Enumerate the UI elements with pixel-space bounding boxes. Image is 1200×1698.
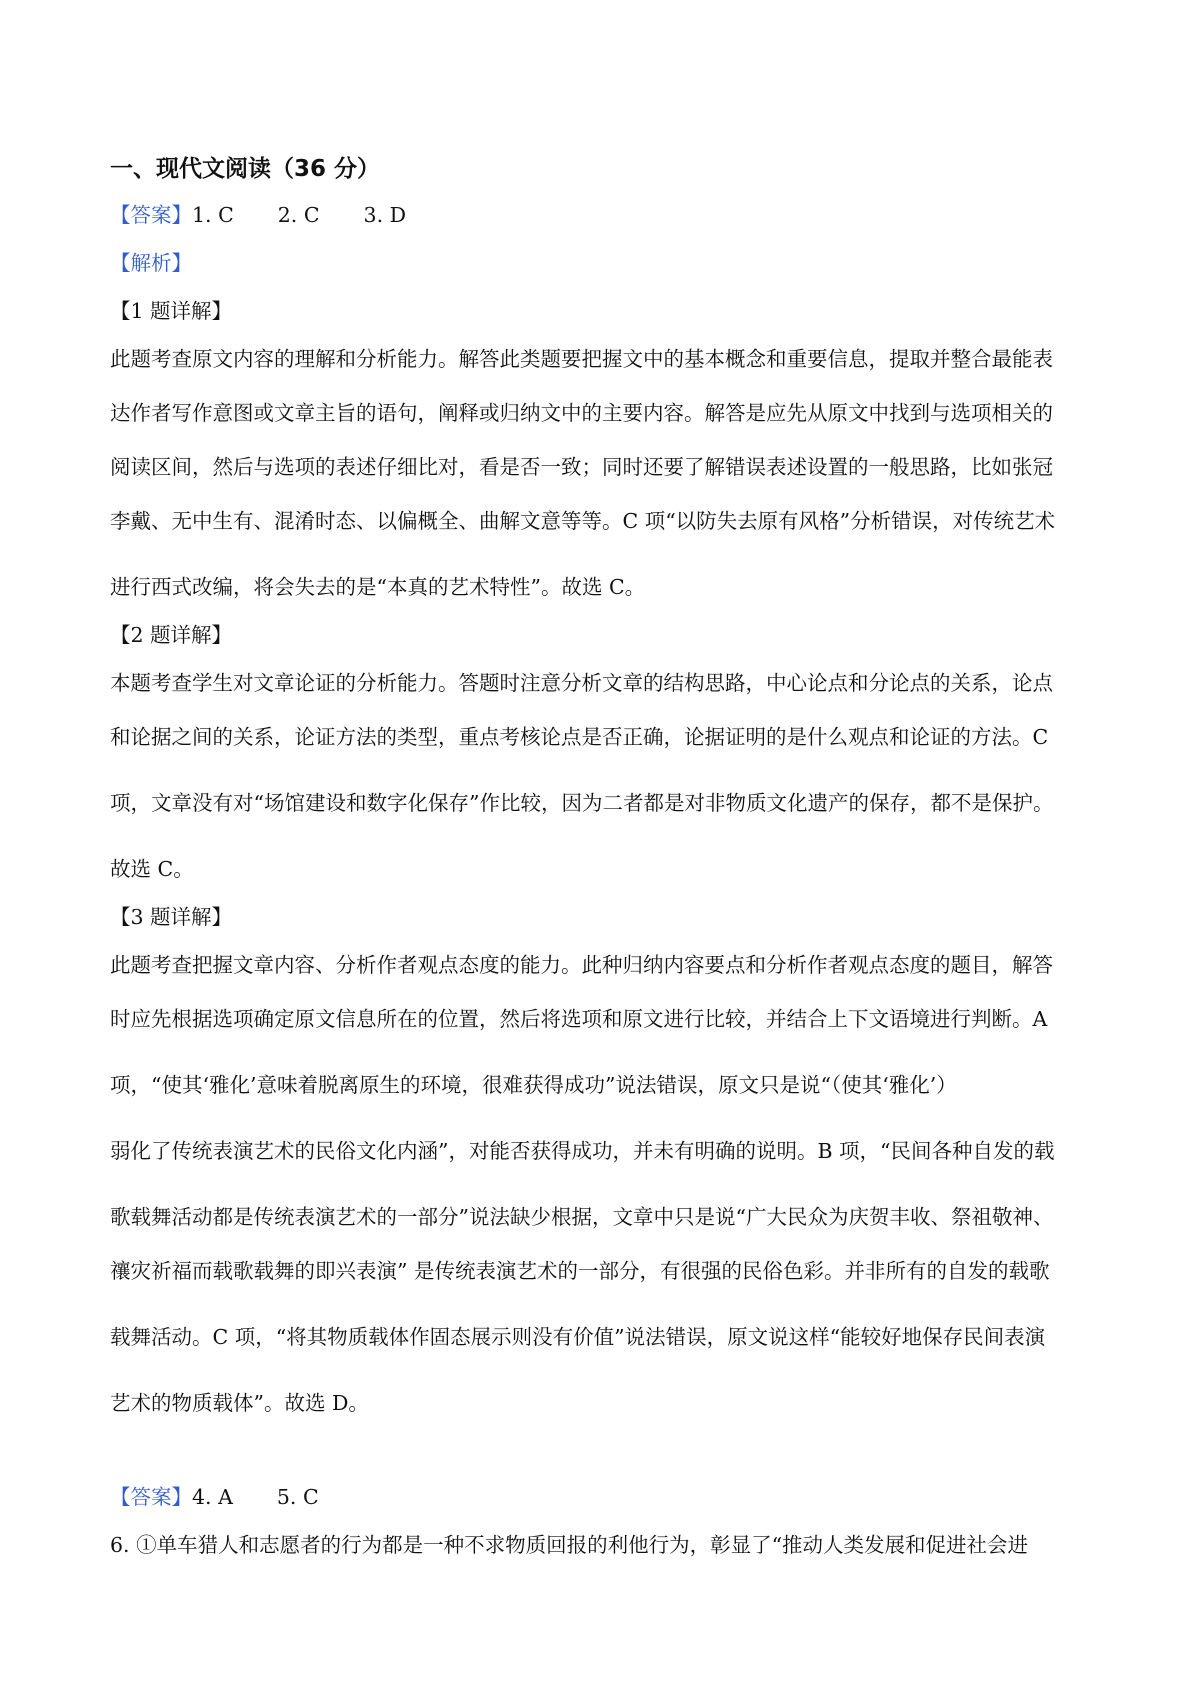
q2-explanation [110, 668, 1104, 884]
text-line: 此题考查原文内容的理解和分析能力。解答此类题要把握文中的基本概念和重要信息，提取并整合最能表 [110, 347, 1053, 371]
text-line: 时应先根据选项确定原文信息所在的位置，然后将选项和原文进行比较，并结合上下文语境进行判断。A [110, 1007, 1048, 1031]
answer-item: 5. C [276, 1485, 319, 1509]
q3-explanation [110, 950, 1104, 1418]
answer-item: 1. C [192, 203, 234, 227]
text-line: 弱化了传统表演艺术的民俗文化内涵”，对能否获得成功，并未有明确的说明。B 项，“民间各种自发的载 [110, 1139, 1055, 1163]
text-line: 此题考查把握文章内容、分析作者观点态度的能力。此种归纳内容要点和分析作者观点态度的题目，解答 [110, 953, 1053, 977]
q3-heading: 【3 题详解】 [110, 905, 233, 929]
text-line: 进行西式改编，将会失去的是“本真的艺术特性”。故选 C。 [110, 575, 646, 599]
analysis-label: 【解析】 [110, 251, 192, 275]
text-line: 达作者写作意图或文章主旨的语句，阐释或归纳文中的主要内容。解答是应先从原文中找到与选项相关的 [110, 401, 1053, 425]
text-line: 载舞活动。C 项，“将其物质载体作固态展示则没有价值”说法错误，原文说这样“能较好地保存民间表演 [110, 1325, 1046, 1349]
answer-label: 【答案】 [110, 203, 192, 227]
text-line: 项，文章没有对“场馆建设和数字化保存”作比较，因为二者都是对非物质文化遗产的保存，都不是保护。 [110, 791, 1054, 815]
answer-item: 2. C [277, 203, 320, 227]
text-line: 故选 C。 [110, 857, 194, 881]
text-line: 李戴、无中生有、混淆时态、以偏概全、曲解文意等等。C 项“以防失去原有风格”分析错误，对传统艺术 [110, 509, 1056, 533]
text-line: 禳灾祈福而载歌载舞的即兴表演” 是传统表演艺术的一部分，有很强的民俗色彩。并非所有的自发的载歌 [110, 1259, 1050, 1283]
q2-heading: 【2 题详解】 [110, 623, 233, 647]
q6-answer-line: 6. ①单车猎人和志愿者的行为都是一种不求物质回报的利他行为，彰显了“推动人类发展和促进社会进 [110, 1533, 1029, 1557]
q1-explanation [110, 344, 1104, 602]
answer-item: 3. D [363, 203, 407, 227]
answer-label: 【答案】 [110, 1485, 192, 1509]
text-line: 本题考查学生对文章论证的分析能力。答题时注意分析文章的结构思路，中心论点和分论点的关系，论点 [110, 671, 1053, 695]
text-line: 歌载舞活动都是传统表演艺术的一部分”说法缺少根据，文章中只是说“广大民众为庆贺丰收、祭祖敬神、 [110, 1205, 1054, 1229]
section-title: 一、现代文阅读（36 分） [110, 156, 381, 182]
answer-row-1 [110, 200, 1104, 230]
text-line: 阅读区间，然后与选项的表述仔细比对，看是否一致；同时还要了解错误表述设置的一般思路，比如张冠 [110, 455, 1053, 479]
text-line: 和论据之间的关系，论证方法的类型，重点考核论点是否正确，论据证明的是什么观点和论证的方法。C [110, 725, 1049, 749]
answer-row-2 [110, 1482, 1104, 1512]
text-line: 艺术的物质载体”。故选 D。 [110, 1391, 369, 1415]
answer-item: 4. A [192, 1485, 233, 1509]
text-line: 项，“使其‘雅化’意味着脱离原生的环境，很难获得成功”说法错误，原文只是说“（使其‘雅化’） [110, 1073, 957, 1097]
q1-heading: 【1 题详解】 [110, 299, 233, 323]
